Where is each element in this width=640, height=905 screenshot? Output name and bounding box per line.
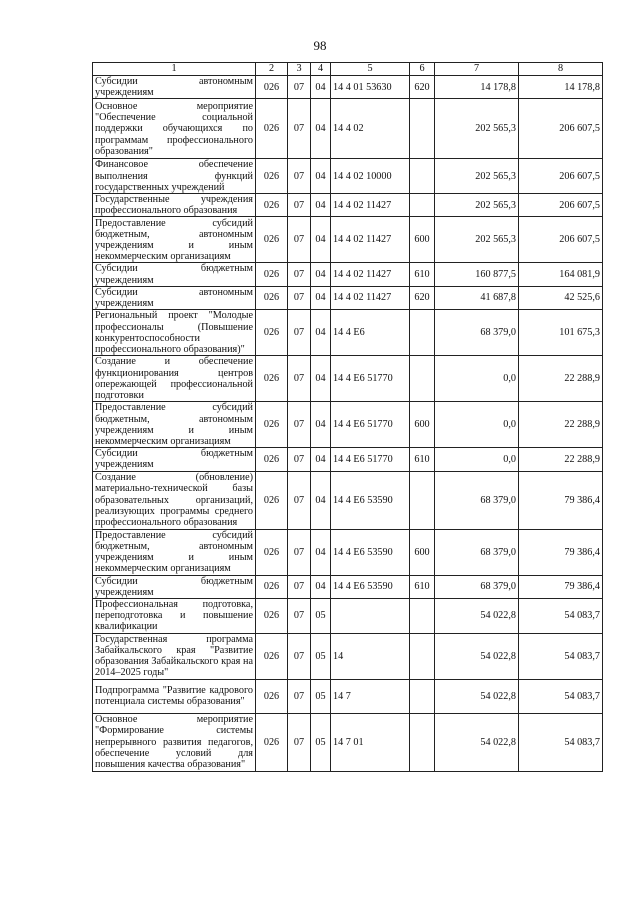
row-sum-year2-cell: 79 386,4 (519, 575, 603, 598)
table-row (93, 286, 603, 309)
row-name-cell: Региональный проект "Молодые профессионалы (Повышение конкурентоспособности профессионального образования)" (93, 310, 256, 356)
row-target-article-cell (331, 599, 410, 634)
row-grbs-cell: 026 (256, 575, 288, 598)
row-grbs-cell: 026 (256, 310, 288, 356)
row-name-cell: Субсидии автономным учреждениям (93, 76, 256, 99)
row-name-cell: Государственные учреждения профессионального образования (93, 194, 256, 217)
row-sum-year2-cell: 206 607,5 (519, 194, 603, 217)
row-name-cell: Государственная программа Забайкальского края "Развитие образования Забайкальского края на 2014–2025 годы" (93, 633, 256, 679)
page-number: 98 (313, 38, 327, 53)
row-subsection-cell: 05 (311, 713, 331, 771)
row-expense-type-cell: 610 (410, 263, 435, 286)
row-sum-year2-cell: 54 083,7 (519, 633, 603, 679)
row-expense-type-cell: 600 (410, 402, 435, 448)
table-row (93, 99, 603, 159)
row-grbs-cell: 026 (256, 356, 288, 402)
row-grbs-cell: 026 (256, 159, 288, 194)
row-section-cell: 07 (288, 263, 311, 286)
row-target-article-cell: 14 4 02 11427 (331, 217, 410, 263)
row-grbs-cell: 026 (256, 679, 288, 713)
row-subsection-cell: 04 (311, 402, 331, 448)
row-grbs-cell: 026 (256, 448, 288, 471)
row-expense-type-cell: 610 (410, 575, 435, 598)
row-grbs-cell: 026 (256, 471, 288, 529)
table-row (93, 633, 603, 679)
row-sum-year2-cell: 206 607,5 (519, 99, 603, 159)
row-expense-type-cell (410, 159, 435, 194)
row-subsection-cell: 05 (311, 599, 331, 634)
row-grbs-cell: 026 (256, 599, 288, 634)
row-sum-year1-cell: 202 565,3 (435, 99, 519, 159)
row-section-cell: 07 (288, 286, 311, 309)
row-target-article-cell: 14 (331, 633, 410, 679)
header-cell: 3 (288, 63, 311, 76)
table-row (93, 310, 603, 356)
row-sum-year1-cell: 68 379,0 (435, 310, 519, 356)
row-sum-year1-cell: 0,0 (435, 448, 519, 471)
row-target-article-cell: 14 4 E6 51770 (331, 356, 410, 402)
row-subsection-cell: 04 (311, 194, 331, 217)
table-row (93, 356, 603, 402)
row-section-cell: 07 (288, 713, 311, 771)
header-cell: 8 (519, 63, 603, 76)
row-grbs-cell: 026 (256, 194, 288, 217)
row-name-cell: Предоставление субсидий бюджетным, автономным учреждениям и иным некоммерческим организациям (93, 217, 256, 263)
row-grbs-cell: 026 (256, 402, 288, 448)
row-sum-year1-cell: 41 687,8 (435, 286, 519, 309)
row-name-cell: Предоставление субсидий бюджетным, автономным учреждениям и иным некоммерческим организациям (93, 402, 256, 448)
row-subsection-cell: 04 (311, 159, 331, 194)
row-expense-type-cell: 620 (410, 286, 435, 309)
table-row (93, 529, 603, 575)
row-subsection-cell: 04 (311, 356, 331, 402)
table-row (93, 471, 603, 529)
row-section-cell: 07 (288, 99, 311, 159)
row-sum-year1-cell: 202 565,3 (435, 217, 519, 263)
table-row (93, 217, 603, 263)
row-expense-type-cell: 600 (410, 217, 435, 263)
row-section-cell: 07 (288, 76, 311, 99)
row-name-cell: Финансовое обеспечение выполнения функций государственных учреждений (93, 159, 256, 194)
row-subsection-cell: 04 (311, 76, 331, 99)
row-target-article-cell: 14 4 02 11427 (331, 286, 410, 309)
row-section-cell: 07 (288, 159, 311, 194)
row-target-article-cell: 14 4 E6 53590 (331, 575, 410, 598)
row-sum-year2-cell: 79 386,4 (519, 529, 603, 575)
row-subsection-cell: 04 (311, 575, 331, 598)
row-name-cell: Подпрограмма "Развитие кадрового потенциала системы образования" (93, 679, 256, 713)
row-subsection-cell: 05 (311, 633, 331, 679)
row-subsection-cell: 04 (311, 217, 331, 263)
row-section-cell: 07 (288, 599, 311, 634)
row-grbs-cell: 026 (256, 633, 288, 679)
row-sum-year1-cell: 54 022,8 (435, 679, 519, 713)
table-row (93, 713, 603, 771)
row-subsection-cell: 04 (311, 263, 331, 286)
row-name-cell: Субсидии бюджетным учреждениям (93, 575, 256, 598)
row-section-cell: 07 (288, 633, 311, 679)
row-grbs-cell: 026 (256, 217, 288, 263)
row-sum-year1-cell: 54 022,8 (435, 633, 519, 679)
row-target-article-cell: 14 4 02 11427 (331, 194, 410, 217)
row-grbs-cell: 026 (256, 76, 288, 99)
table-row (93, 194, 603, 217)
row-section-cell: 07 (288, 356, 311, 402)
row-subsection-cell: 04 (311, 99, 331, 159)
header-cell: 4 (311, 63, 331, 76)
row-sum-year2-cell: 22 288,9 (519, 448, 603, 471)
row-name-cell: Субсидии бюджетным учреждениям (93, 263, 256, 286)
budget-table (92, 62, 603, 772)
row-grbs-cell: 026 (256, 263, 288, 286)
row-sum-year1-cell: 202 565,3 (435, 159, 519, 194)
row-expense-type-cell (410, 713, 435, 771)
table-row (93, 575, 603, 598)
row-name-cell: Субсидии автономным учреждениям (93, 286, 256, 309)
row-section-cell: 07 (288, 471, 311, 529)
row-target-article-cell: 14 7 (331, 679, 410, 713)
row-subsection-cell: 04 (311, 286, 331, 309)
row-sum-year2-cell: 206 607,5 (519, 159, 603, 194)
row-sum-year2-cell: 164 081,9 (519, 263, 603, 286)
table-row (93, 448, 603, 471)
row-section-cell: 07 (288, 402, 311, 448)
header-cell: 7 (435, 63, 519, 76)
row-expense-type-cell (410, 356, 435, 402)
row-sum-year2-cell: 14 178,8 (519, 76, 603, 99)
row-subsection-cell: 04 (311, 310, 331, 356)
header-cell: 1 (93, 63, 256, 76)
row-name-cell: Создание и обеспечение функционирования центров опережающей профессиональной подготовки (93, 356, 256, 402)
table-row (93, 402, 603, 448)
row-target-article-cell: 14 4 02 11427 (331, 263, 410, 286)
header-cell: 2 (256, 63, 288, 76)
row-sum-year1-cell: 202 565,3 (435, 194, 519, 217)
row-section-cell: 07 (288, 448, 311, 471)
row-section-cell: 07 (288, 529, 311, 575)
row-name-cell: Предоставление субсидий бюджетным, автономным учреждениям и иным некоммерческим организациям (93, 529, 256, 575)
row-sum-year1-cell: 68 379,0 (435, 471, 519, 529)
row-target-article-cell: 14 4 02 10000 (331, 159, 410, 194)
row-sum-year2-cell: 54 083,7 (519, 713, 603, 771)
row-expense-type-cell (410, 194, 435, 217)
row-sum-year1-cell: 160 877,5 (435, 263, 519, 286)
row-grbs-cell: 026 (256, 713, 288, 771)
row-sum-year2-cell: 54 083,7 (519, 679, 603, 713)
row-sum-year2-cell: 79 386,4 (519, 471, 603, 529)
table-header-row (93, 63, 603, 76)
row-subsection-cell: 04 (311, 529, 331, 575)
row-section-cell: 07 (288, 679, 311, 713)
row-target-article-cell: 14 4 E6 53590 (331, 471, 410, 529)
row-sum-year2-cell: 101 675,3 (519, 310, 603, 356)
row-target-article-cell: 14 7 01 (331, 713, 410, 771)
row-target-article-cell: 14 4 E6 51770 (331, 402, 410, 448)
row-subsection-cell: 04 (311, 471, 331, 529)
table-row (93, 679, 603, 713)
row-expense-type-cell (410, 679, 435, 713)
row-sum-year1-cell: 54 022,8 (435, 713, 519, 771)
row-target-article-cell: 14 4 01 53630 (331, 76, 410, 99)
table-row (93, 76, 603, 99)
row-sum-year1-cell: 0,0 (435, 402, 519, 448)
row-sum-year2-cell: 22 288,9 (519, 356, 603, 402)
row-expense-type-cell: 600 (410, 529, 435, 575)
table-row (93, 599, 603, 634)
row-expense-type-cell: 620 (410, 76, 435, 99)
row-grbs-cell: 026 (256, 99, 288, 159)
row-name-cell: Создание (обновление) материально-технической базы образовательных организаций, реализующих программы среднего профессионального образования (93, 471, 256, 529)
row-target-article-cell: 14 4 02 (331, 99, 410, 159)
row-sum-year1-cell: 14 178,8 (435, 76, 519, 99)
row-expense-type-cell (410, 599, 435, 634)
row-name-cell: Субсидии бюджетным учреждениям (93, 448, 256, 471)
row-sum-year2-cell: 54 083,7 (519, 599, 603, 634)
row-expense-type-cell (410, 310, 435, 356)
row-expense-type-cell: 610 (410, 448, 435, 471)
header-cell: 6 (410, 63, 435, 76)
row-sum-year1-cell: 68 379,0 (435, 529, 519, 575)
row-sum-year1-cell: 54 022,8 (435, 599, 519, 634)
row-sum-year2-cell: 42 525,6 (519, 286, 603, 309)
row-sum-year1-cell: 68 379,0 (435, 575, 519, 598)
row-section-cell: 07 (288, 575, 311, 598)
row-section-cell: 07 (288, 310, 311, 356)
row-subsection-cell: 04 (311, 448, 331, 471)
row-name-cell: Профессиональная подготовка, переподготовка и повышение квалификации (93, 599, 256, 634)
row-sum-year2-cell: 22 288,9 (519, 402, 603, 448)
row-sum-year2-cell: 206 607,5 (519, 217, 603, 263)
row-subsection-cell: 05 (311, 679, 331, 713)
row-target-article-cell: 14 4 E6 51770 (331, 448, 410, 471)
row-name-cell: Основное мероприятие "Обеспечение социальной поддержки обучающихся по программам профессионального образования" (93, 99, 256, 159)
row-grbs-cell: 026 (256, 286, 288, 309)
row-grbs-cell: 026 (256, 529, 288, 575)
row-name-cell: Основное мероприятие "Формирование системы непрерывного развития педагогов, обеспечение условий для повышения качества образования" (93, 713, 256, 771)
row-expense-type-cell (410, 471, 435, 529)
table-row (93, 159, 603, 194)
row-target-article-cell: 14 4 E6 (331, 310, 410, 356)
row-section-cell: 07 (288, 217, 311, 263)
row-sum-year1-cell: 0,0 (435, 356, 519, 402)
header-cell: 5 (331, 63, 410, 76)
row-expense-type-cell (410, 99, 435, 159)
row-expense-type-cell (410, 633, 435, 679)
table-row (93, 263, 603, 286)
row-section-cell: 07 (288, 194, 311, 217)
row-target-article-cell: 14 4 E6 53590 (331, 529, 410, 575)
